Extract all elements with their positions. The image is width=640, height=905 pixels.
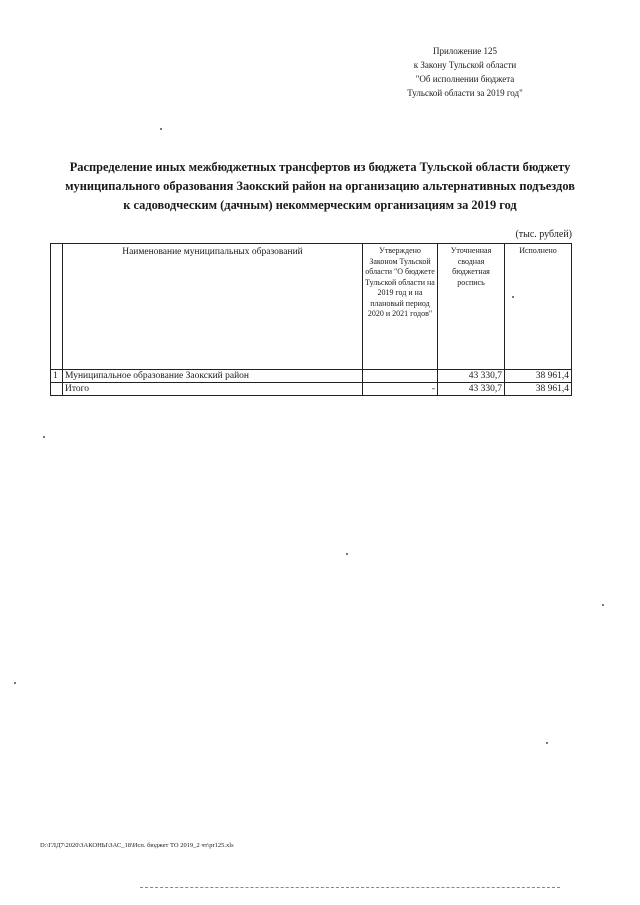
appendix-line-1: Приложение 125 <box>432 46 498 56</box>
document-title <box>40 158 600 215</box>
table-total-row <box>51 383 572 396</box>
scan-speck <box>346 553 348 555</box>
title-line-3: к садоводческим (дачным) некоммерческим организациям за 2019 год <box>123 198 517 212</box>
row-refined: 43 330,7 <box>438 370 505 383</box>
row-executed: 38 961,4 <box>505 370 572 383</box>
total-num <box>51 383 63 396</box>
appendix-line-2: к Закону Тульской области <box>413 60 517 70</box>
total-refined: 43 330,7 <box>438 383 505 396</box>
total-label: Итого <box>63 383 363 396</box>
table-row <box>51 370 572 383</box>
appendix-line-4: Тульской области за 2019 год" <box>407 88 523 98</box>
title-line-2: муниципального образования Заокский район на организацию альтернативных подъездов <box>65 179 575 193</box>
title-line-1: Распределение иных межбюджетных трансфертов из бюджета Тульской области бюджету <box>69 160 571 174</box>
table-header-row <box>51 244 572 370</box>
scan-speck <box>160 128 162 130</box>
header-num <box>51 244 63 370</box>
header-executed: Исполнено <box>505 244 572 370</box>
total-approved: - <box>363 383 438 396</box>
row-name: Муниципальное образование Заокский район <box>63 370 363 383</box>
scan-speck <box>512 296 514 298</box>
appendix-block <box>360 44 570 100</box>
scan-speck <box>602 604 604 606</box>
row-num: 1 <box>51 370 63 383</box>
scan-artifact-line <box>140 887 560 888</box>
file-path-footer: D:\ГЛД7\2020\ЗАКОНЫ\ЗАС_18\Исп. бюджет ТО 2019_2 чт\pr125.xls <box>40 842 234 849</box>
header-name: Наименование муниципальных образований <box>63 244 363 370</box>
scan-speck <box>546 742 548 744</box>
total-executed: 38 961,4 <box>505 383 572 396</box>
header-refined: Уточненная сводная бюджетная роспись <box>438 244 505 370</box>
budget-table <box>50 243 572 396</box>
scan-speck <box>14 682 16 684</box>
row-approved <box>363 370 438 383</box>
scan-speck <box>43 436 45 438</box>
appendix-line-3: "Об исполнении бюджета <box>415 74 515 84</box>
header-approved: Утверждено Законом Тульской области "О бюджете Тульской области на 2019 год и на плановый период 2020 и 2021 годов" <box>363 244 438 370</box>
units-label: (тыс. рублей) <box>515 229 572 240</box>
